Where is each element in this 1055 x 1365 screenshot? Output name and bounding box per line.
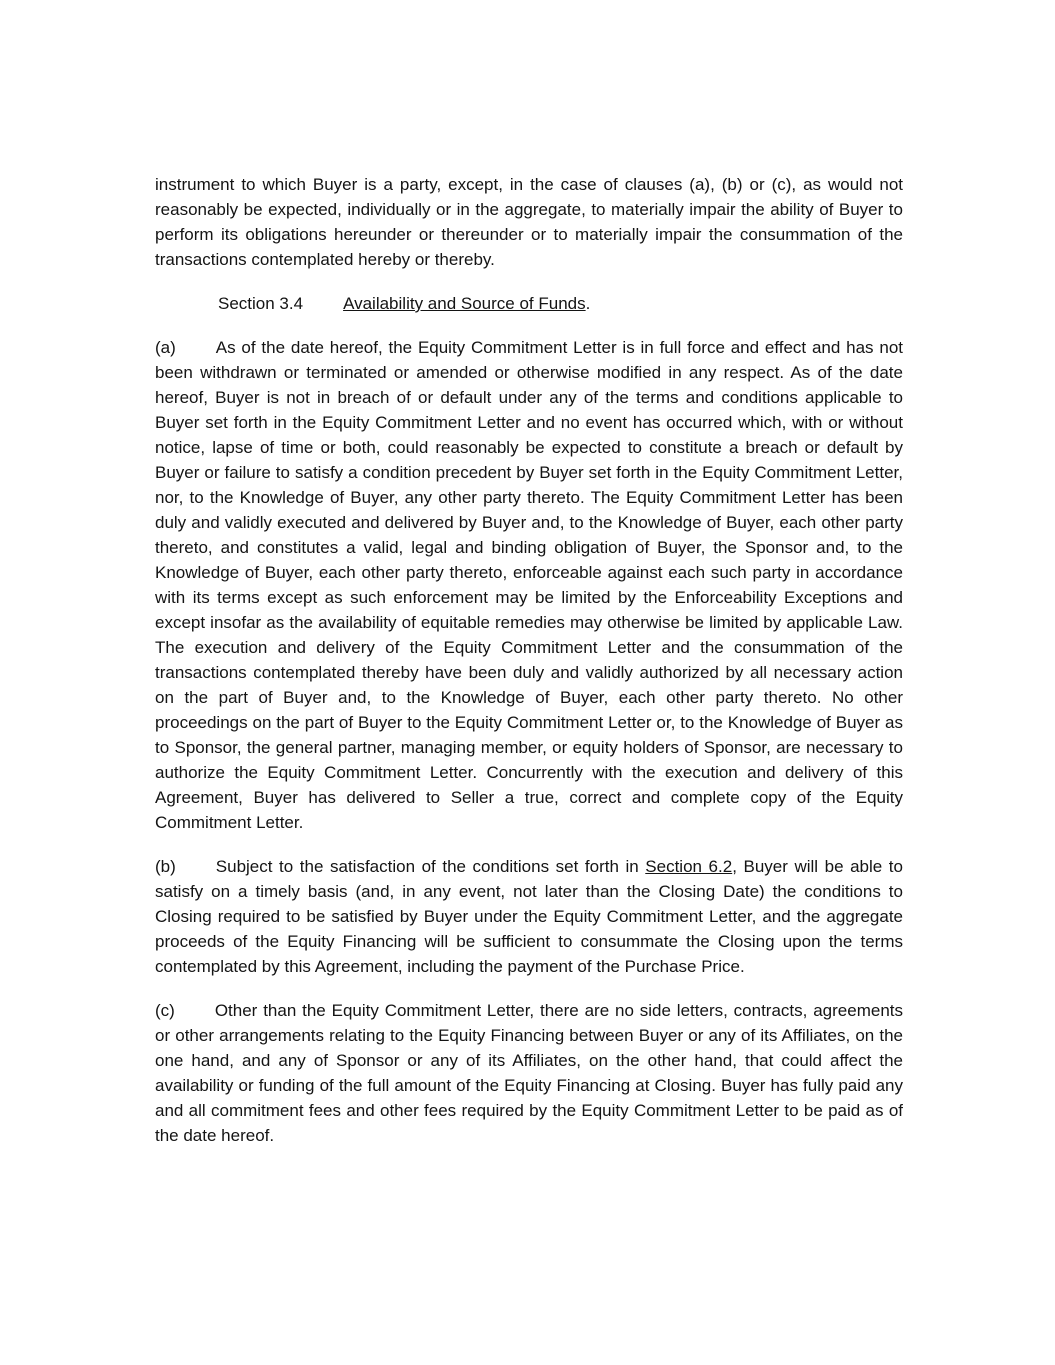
- underlined-text-run: Availability and Source of Funds: [343, 294, 586, 313]
- text-run: , Buyer will be able to satisfy on a timely basis (and, in any event, not later than the Closing Date) the conditions to Closing required to be satisfied by Buyer under the Equity Commitment Letter, and the aggregate proceeds of the Equity Financing will be sufficient to consummate the Closing upon the terms contemplated by this Agreement, including the payment of the Purchase Price.: [155, 857, 903, 976]
- subsection-c-paragraph: [155, 998, 903, 1148]
- text-run: (a): [155, 338, 176, 357]
- text-run: Section 3.4: [218, 294, 304, 313]
- subsection-b-paragraph: [155, 854, 903, 979]
- underlined-text-run: Section 6.2: [645, 857, 733, 876]
- document-content: [155, 172, 903, 1167]
- text-run: Subject to the satisfaction of the conditions set forth in: [215, 857, 646, 876]
- continuation-paragraph: [155, 172, 903, 272]
- text-run: (c): [155, 1001, 175, 1020]
- section-heading: [155, 291, 903, 316]
- text-run: .: [585, 294, 591, 313]
- text-run: Other than the Equity Commitment Letter, there are no side letters, contracts, agreements or other arrangements relating to the Equity Financing between Buyer or any of its Affiliates, on the one hand, and any of Sponsor or any of its Affiliates, on the other hand, that could affect the availability or funding of the full amount of the Equity Financing at Closing. Buyer has fully paid any and all commitment fees and other fees required by the Equity Commitment Letter to be paid as of the date hereof.: [155, 1001, 903, 1145]
- text-run: As of the date hereof, the Equity Commitment Letter is in full force and effect and has not been withdrawn or terminated or amended or otherwise modified in any respect. As of the date hereof, Buyer is not in breach of or default under any of the terms and conditions applicable to Buyer set forth in the Equity Commitment Letter and no event has occurred which, with or without notice, lapse of time or both, could reasonably be expected to constitute a breach or default by Buyer or failure to satisfy a condition precedent by Buyer set forth in the Equity Commitment Letter, nor, to the Knowledge of Buyer, any other party thereto. The Equity Commitment Letter has been duly and validly executed and delivered by Buyer and, to the Knowledge of Buyer, each other party thereto, and constitutes a valid, legal and binding obligation of Buyer, the Sponsor and, to the Knowledge of Buyer, each other party thereto, enforceable against each such party in accordance with its terms except as such enforcement may be limited by the Enforceability Exceptions and except insofar as the availability of equitable remedies may otherwise be limited by applicable Law. The execution and delivery of the Equity Commitment Letter and the consummation of the transactions contemplated thereby have been duly and validly authorized by all necessary action on the part of Buyer and, to the Knowledge of Buyer, each other party thereto. No other proceedings on the part of Buyer to the Equity Commitment Letter or, to the Knowledge of Buyer as to Sponsor, the general partner, managing member, or equity holders of Sponsor, are necessary to authorize the Equity Commitment Letter. Concurrently with the execution and delivery of this Agreement, Buyer has delivered to Seller a true, correct and complete copy of the Equity Commitment Letter.: [155, 338, 903, 832]
- subsection-a-paragraph: [155, 335, 903, 835]
- text-run: instrument to which Buyer is a party, except, in the case of clauses (a), (b) or (c), as would not reasonably be expected, individually or in the aggregate, to materially impair the ability of Buyer to perform its obligations hereunder or thereunder or to materially impair the consummation of the transactions contemplated hereby or thereby.: [155, 175, 903, 269]
- text-run: (b): [155, 857, 176, 876]
